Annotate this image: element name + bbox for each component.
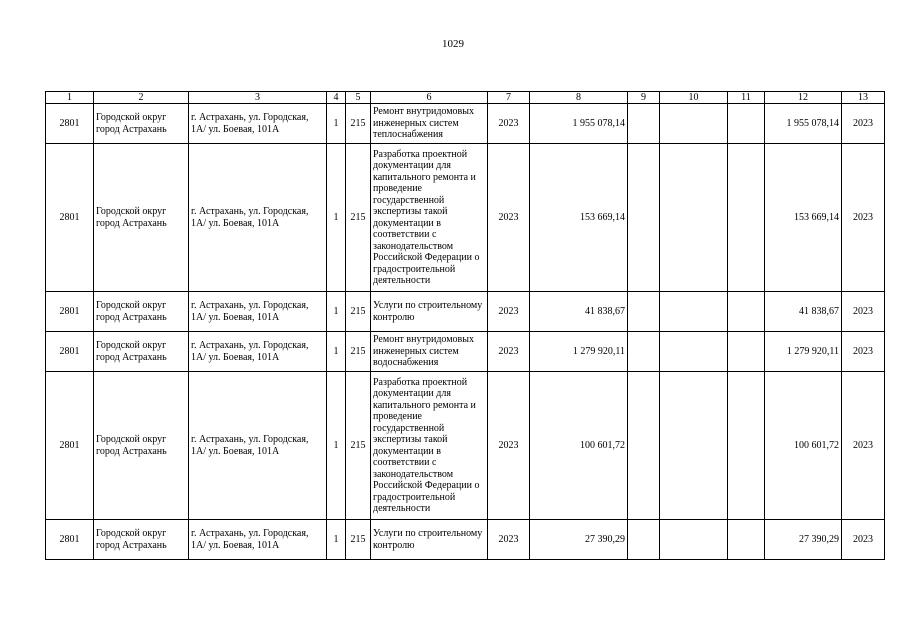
cell-year: 2023 (488, 372, 530, 520)
cell-code: 2801 (46, 144, 94, 292)
cell-total: 1 955 078,14 (765, 104, 842, 144)
cell-col9 (628, 144, 660, 292)
cell-col9 (628, 104, 660, 144)
cell-amount: 153 669,14 (530, 144, 628, 292)
cell-col4: 1 (327, 332, 346, 372)
cell-municipality: Городской округ город Астрахань (94, 144, 189, 292)
table-row (46, 104, 885, 144)
column-header: 8 (530, 92, 628, 104)
cell-year: 2023 (488, 104, 530, 144)
cell-col9 (628, 332, 660, 372)
cell-address: г. Астрахань, ул. Городская, 1А/ ул. Боевая, 101А (189, 292, 327, 332)
cell-address: г. Астрахань, ул. Городская, 1А/ ул. Боевая, 101А (189, 144, 327, 292)
table-row (46, 292, 885, 332)
cell-col11 (728, 292, 765, 332)
cell-code: 2801 (46, 372, 94, 520)
cell-col11 (728, 372, 765, 520)
cell-col4: 1 (327, 144, 346, 292)
cell-col5: 215 (346, 144, 371, 292)
register-table (45, 91, 885, 560)
column-header: 10 (660, 92, 728, 104)
cell-col4: 1 (327, 104, 346, 144)
cell-col9 (628, 372, 660, 520)
cell-col5: 215 (346, 520, 371, 560)
cell-end-year: 2023 (842, 292, 885, 332)
cell-work-type: Услуги по строительному контролю (371, 520, 488, 560)
table-row (46, 520, 885, 560)
column-header: 12 (765, 92, 842, 104)
cell-col10 (660, 520, 728, 560)
cell-amount: 100 601,72 (530, 372, 628, 520)
column-header: 5 (346, 92, 371, 104)
cell-municipality: Городской округ город Астрахань (94, 372, 189, 520)
cell-total: 27 390,29 (765, 520, 842, 560)
cell-col11 (728, 104, 765, 144)
column-header: 6 (371, 92, 488, 104)
cell-end-year: 2023 (842, 144, 885, 292)
cell-total: 153 669,14 (765, 144, 842, 292)
cell-year: 2023 (488, 144, 530, 292)
cell-col10 (660, 292, 728, 332)
cell-col5: 215 (346, 104, 371, 144)
column-header: 4 (327, 92, 346, 104)
column-header: 9 (628, 92, 660, 104)
cell-col10 (660, 104, 728, 144)
cell-col5: 215 (346, 372, 371, 520)
cell-col9 (628, 520, 660, 560)
cell-col10 (660, 372, 728, 520)
cell-year: 2023 (488, 332, 530, 372)
cell-col10 (660, 144, 728, 292)
cell-address: г. Астрахань, ул. Городская, 1А/ ул. Боевая, 101А (189, 372, 327, 520)
cell-col9 (628, 292, 660, 332)
cell-col5: 215 (346, 332, 371, 372)
cell-address: г. Астрахань, ул. Городская, 1А/ ул. Боевая, 101А (189, 520, 327, 560)
cell-col11 (728, 332, 765, 372)
cell-col11 (728, 520, 765, 560)
cell-code: 2801 (46, 292, 94, 332)
cell-col10 (660, 332, 728, 372)
cell-col4: 1 (327, 520, 346, 560)
cell-work-type: Разработка проектной документации для капитального ремонта и проведение государственной экспертизы такой документации в соответствии с законодательством Российской Федерации о градостроительной деятельности (371, 372, 488, 520)
column-header: 7 (488, 92, 530, 104)
cell-total: 1 279 920,11 (765, 332, 842, 372)
cell-work-type: Услуги по строительному контролю (371, 292, 488, 332)
cell-work-type: Разработка проектной документации для капитального ремонта и проведение государственной экспертизы такой документации в соответствии с законодательством Российской Федерации о градостроительной деятельности (371, 144, 488, 292)
cell-total: 41 838,67 (765, 292, 842, 332)
cell-code: 2801 (46, 332, 94, 372)
cell-amount: 27 390,29 (530, 520, 628, 560)
cell-end-year: 2023 (842, 520, 885, 560)
cell-year: 2023 (488, 520, 530, 560)
cell-code: 2801 (46, 520, 94, 560)
table-row (46, 332, 885, 372)
cell-address: г. Астрахань, ул. Городская, 1А/ ул. Боевая, 101А (189, 332, 327, 372)
cell-work-type: Ремонт внутридомовых инженерных систем водоснабжения (371, 332, 488, 372)
cell-end-year: 2023 (842, 104, 885, 144)
cell-end-year: 2023 (842, 332, 885, 372)
cell-col5: 215 (346, 292, 371, 332)
cell-work-type: Ремонт внутридомовых инженерных систем теплоснабжения (371, 104, 488, 144)
cell-municipality: Городской округ город Астрахань (94, 520, 189, 560)
table-row (46, 144, 885, 292)
cell-address: г. Астрахань, ул. Городская, 1А/ ул. Боевая, 101А (189, 104, 327, 144)
cell-amount: 1 279 920,11 (530, 332, 628, 372)
cell-municipality: Городской округ город Астрахань (94, 332, 189, 372)
cell-municipality: Городской округ город Астрахань (94, 104, 189, 144)
column-header: 2 (94, 92, 189, 104)
cell-col4: 1 (327, 372, 346, 520)
column-header: 13 (842, 92, 885, 104)
cell-amount: 1 955 078,14 (530, 104, 628, 144)
cell-col4: 1 (327, 292, 346, 332)
cell-year: 2023 (488, 292, 530, 332)
table-row (46, 372, 885, 520)
page-number: 1029 (442, 38, 464, 50)
column-header: 11 (728, 92, 765, 104)
column-header: 1 (46, 92, 94, 104)
cell-municipality: Городской округ город Астрахань (94, 292, 189, 332)
cell-end-year: 2023 (842, 372, 885, 520)
column-number-row (46, 92, 885, 104)
cell-amount: 41 838,67 (530, 292, 628, 332)
column-header: 3 (189, 92, 327, 104)
cell-total: 100 601,72 (765, 372, 842, 520)
cell-col11 (728, 144, 765, 292)
cell-code: 2801 (46, 104, 94, 144)
